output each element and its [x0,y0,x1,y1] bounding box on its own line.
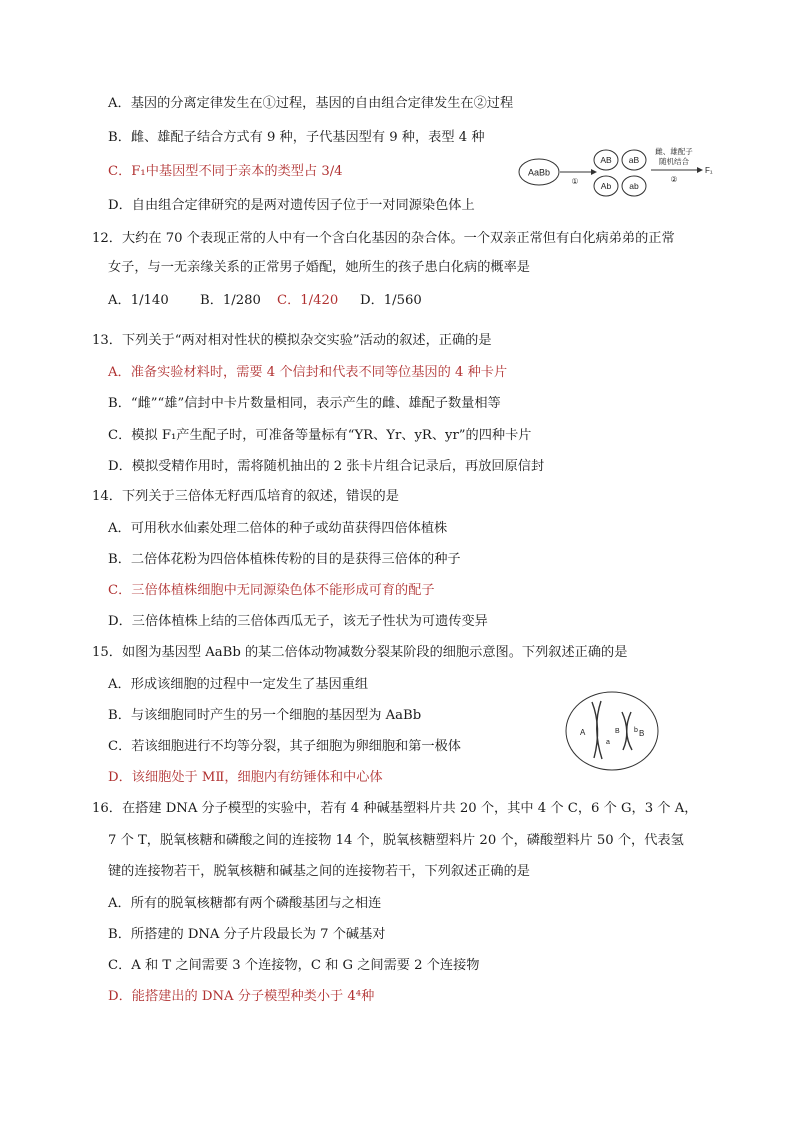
q16-option-a: A．所有的脱氧核糖都有两个磷酸基团与之相连 [108,896,382,911]
q16-option-c: C．A 和 T 之间需要 3 个连接物，C 和 G 之间需要 2 个连接物 [108,958,480,973]
q16-stem-line-3: 键的连接物若干，脱氧核糖和碱基之间的连接物若干，下列叙述正确的是 [108,864,530,879]
q16-option-b: B．所搭建的 DNA 分子片段最长为 7 个碱基对 [108,927,386,942]
q15-stem: 15．如图为基因型 AaBb 的某二倍体动物减数分裂某阶段的细胞示意图。下列叙述正确的是 [92,645,628,660]
q13-option-b: B．“雌”“雄”信封中卡片数量相同，表示产生的雌、雄配子数量相等 [108,396,501,411]
step-2-label: ② [670,175,678,184]
q12-option-c: C．1/420 [277,293,339,308]
gene-label: a [606,739,610,746]
parent-genotype: AaBb [527,167,551,178]
q12-stem-line-2: 女子，与一无亲缘关系的正常男子婚配，她所生的孩子患白化病的概率是 [108,260,530,275]
q14-stem: 14．下列关于三倍体无籽西瓜培育的叙述，错误的是 [92,489,399,504]
q15-option-b: B．与该细胞同时产生的另一个细胞的基因型为 AaBb [108,708,422,723]
q14-option-c: C．三倍体植株细胞中无同源染色体不能形成可育的配子 [108,583,435,598]
q13-stem: 13．下列关于“两对相对性状的模拟杂交实验”活动的叙述，正确的是 [92,333,492,348]
q12-option-d: D．1/560 [360,293,422,308]
q16-stem-line-2: 7 个 T，脱氧核糖和磷酸之间的连接物 14 个，脱氧核糖塑料片 20 个，磷酸塑料片 50 个，代表氢 [108,833,684,848]
q12-stem-line-1: 12．大约在 70 个表现正常的人中有一个含白化基因的杂合体。一个双亲正常但有白化病弟弟的正常 [92,231,675,246]
gene-label: A [580,728,586,737]
q16-option-d: D．能搭建出的 DNA 分子模型种类小于 4⁴种 [108,989,375,1004]
arrow-label-1: 雌、雄配子 [655,147,693,156]
gamete-label: Ab [600,181,612,191]
chromosome-short-right [627,712,632,750]
q15-option-d: D．该细胞处于 MⅡ，细胞内有纺锤体和中心体 [108,770,383,785]
q13-option-a: A．准备实验材料时，需要 4 个信封和代表不同等位基因的 4 种卡片 [108,365,508,380]
q12-option-b: B．1/280 [200,293,261,308]
q15-option-a: A．形成该细胞的过程中一定发生了基因重组 [108,677,369,692]
gamete-label: ab [629,181,639,191]
q12-option-a: A．1/140 [108,293,169,308]
q15-option-c: C．若该细胞进行不均等分裂，其子细胞为卵细胞和第一极体 [108,739,461,754]
q13-option-c: C．模拟 F₁产生配子时，可准备等量标有“YR、Yr、yR、yr”的四种卡片 [108,428,532,443]
q11-option-a: A．基因的分离定律发生在①过程，基因的自由组合定律发生在②过程 [108,96,514,111]
q14-option-d: D．三倍体植株上结的三倍体西瓜无子，该无子性状为可遗传变异 [108,614,488,629]
q11-option-c: C．F₁中基因型不同于亲本的类型占 3/4 [108,164,343,179]
f1-label: F₁ [705,166,713,175]
q11-option-d: D．自由组合定律研究的是两对遗传因子位于一对同源染色体上 [108,198,475,213]
arrow-head-2 [697,167,703,173]
gene-label: B [639,729,645,738]
gamete-formation-diagram [515,142,715,204]
gene-label: B [615,728,620,735]
q14-option-a: A．可用秋水仙素处理二倍体的种子或幼苗获得四倍体植株 [108,521,448,536]
arrow-label-2: 随机结合 [659,157,689,166]
q14-option-b: B．二倍体花粉为四倍体植株传粉的目的是获得三倍体的种子 [108,552,461,567]
gene-label: b [634,727,638,734]
arrow-head-1 [591,169,597,175]
step-1-label: ① [571,177,579,186]
q16-stem-line-1: 16．在搭建 DNA 分子模型的实验中，若有 4 种碱基塑料片共 20 个，其中 4 个 C，6 个 G，3 个 A， [92,801,698,816]
meiosis-cell-diagram [562,688,662,774]
gamete-label: AB [600,155,612,165]
q11-option-b: B．雌、雄配子结合方式有 9 种，子代基因型有 9 种，表型 4 种 [108,130,485,145]
q13-option-d: D．模拟受精作用时，需将随机抽出的 2 张卡片组合记录后，再放回原信封 [108,459,545,474]
gamete-label: aB [628,155,640,165]
